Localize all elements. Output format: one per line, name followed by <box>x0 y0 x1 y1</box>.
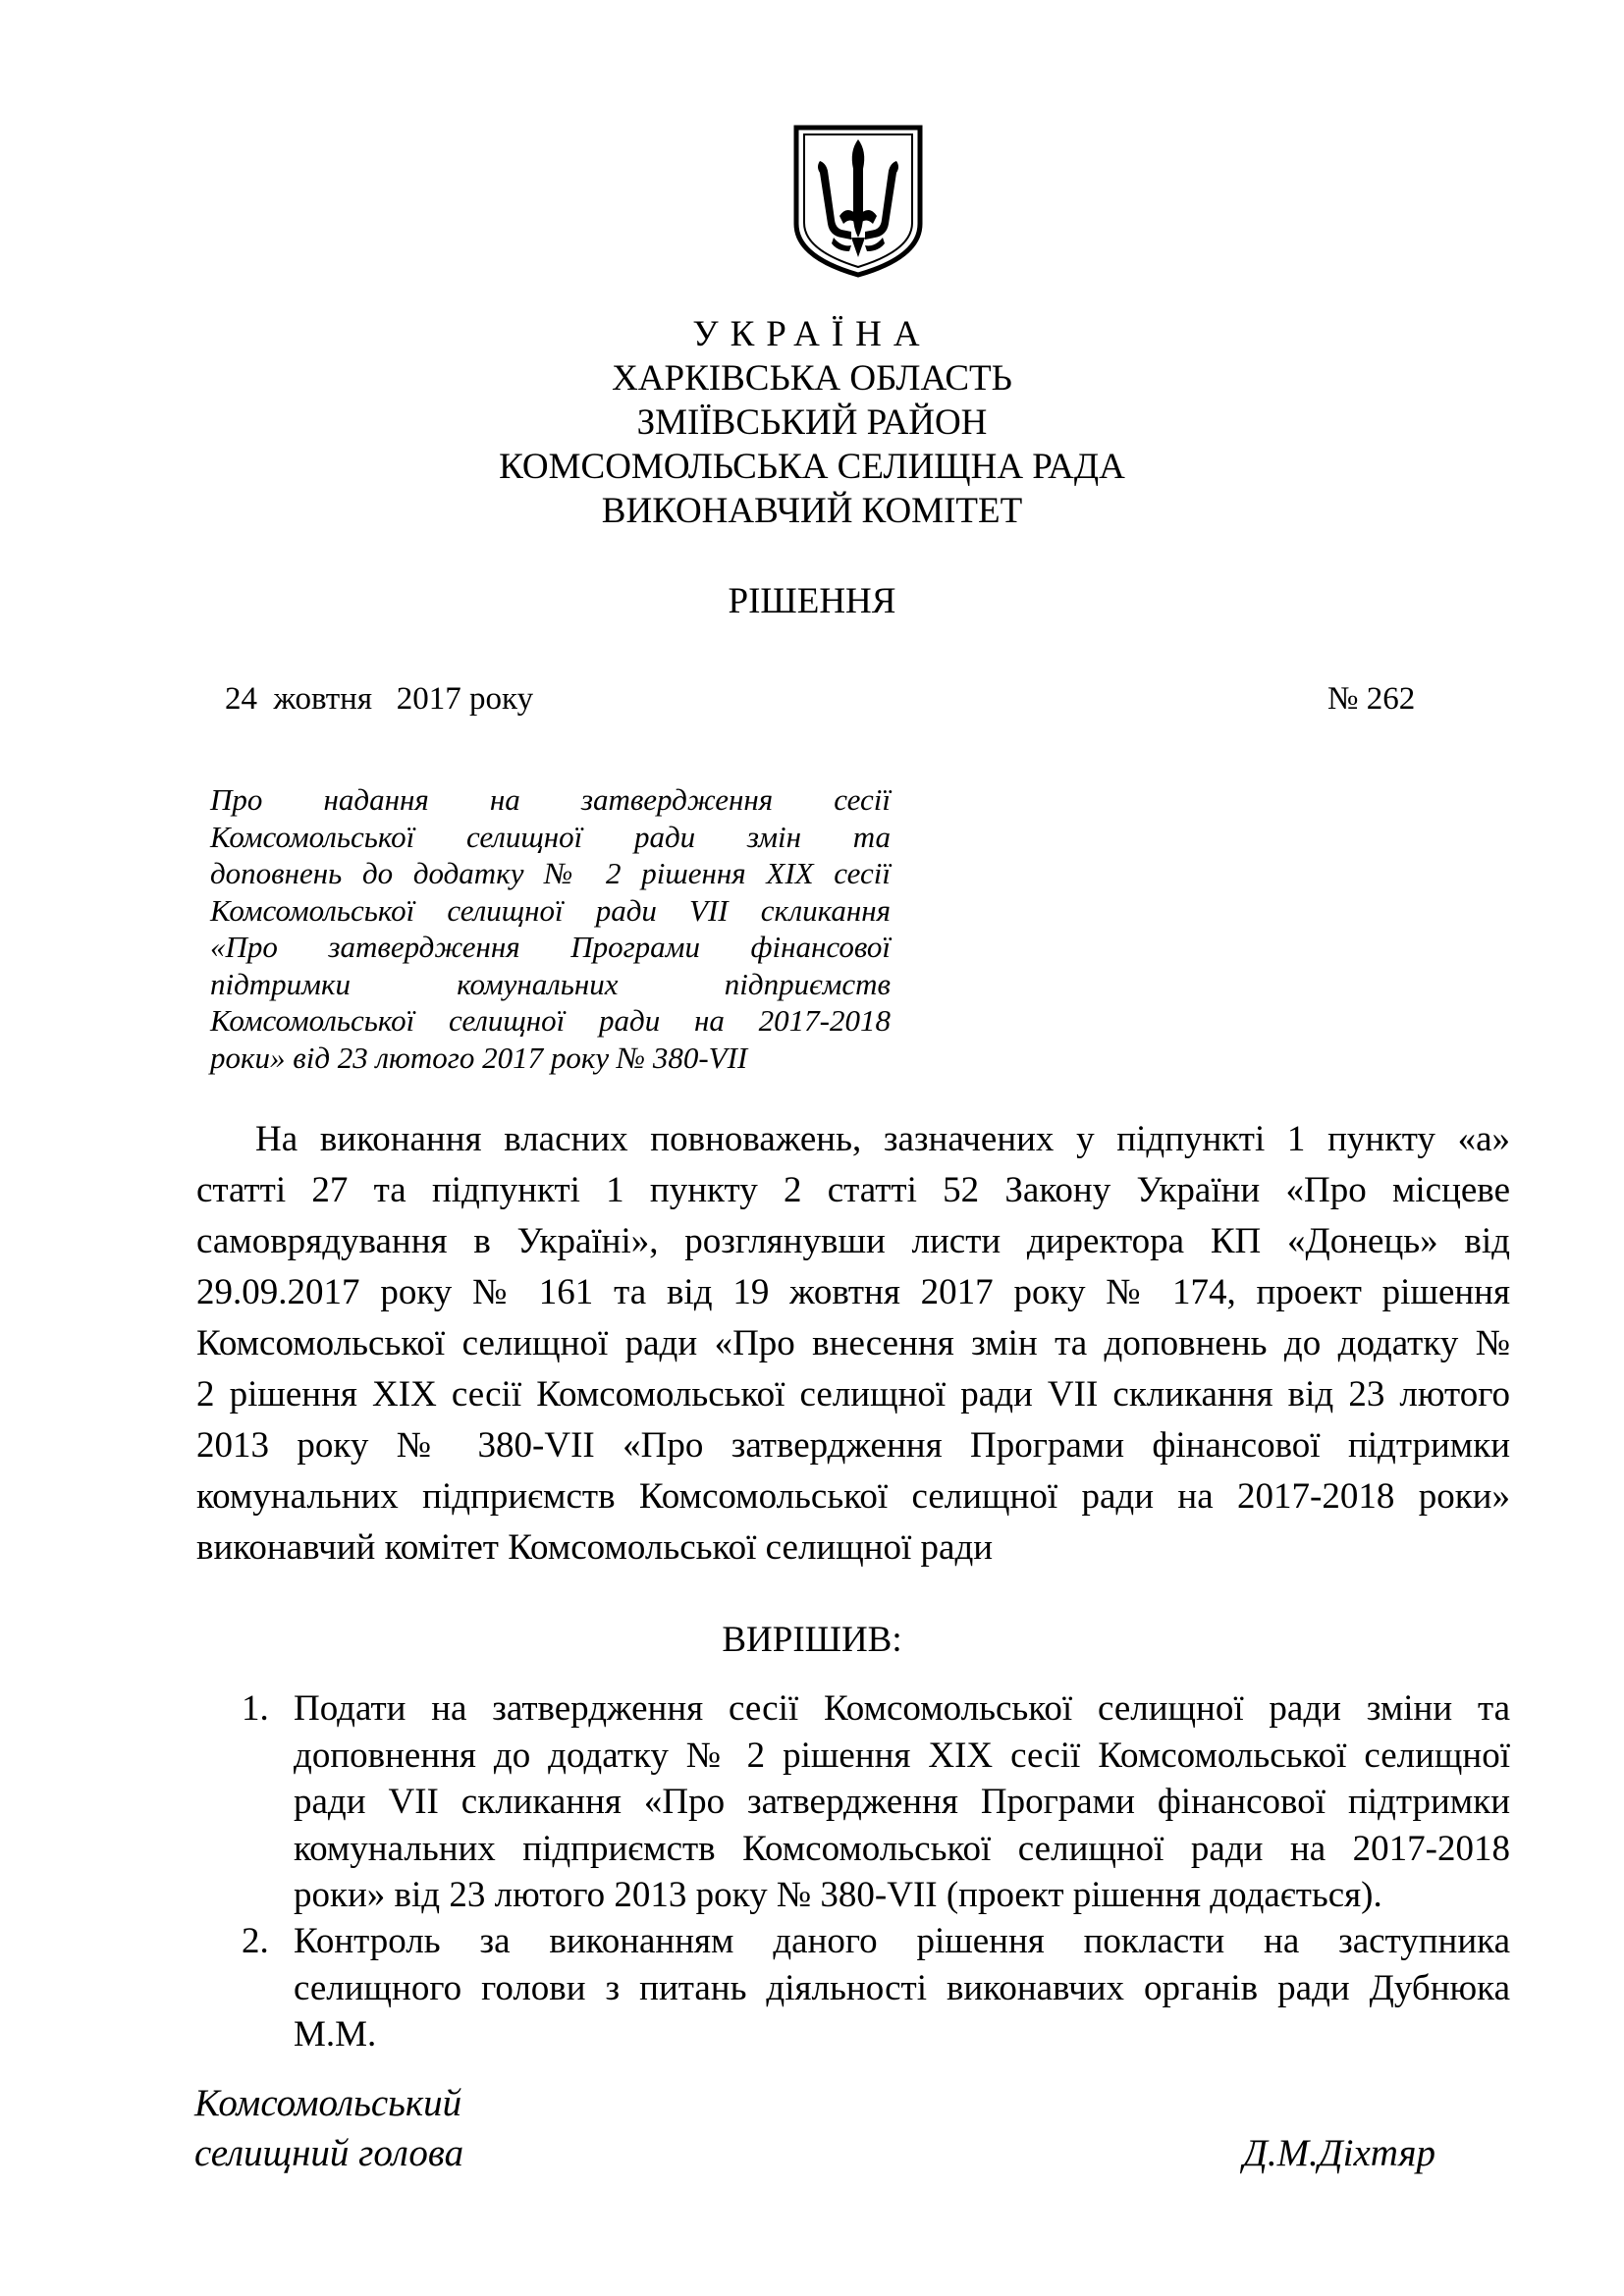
preamble-line: 2 рішення ХІХ сесії Комсомольської селищної ради VII скликання від 23 лютого <box>196 1374 1510 1415</box>
header-council: КОМСОМОЛЬСЬКА СЕЛИЩНА РАДА <box>499 447 1125 487</box>
preamble-line: 29.09.2017 року № 161 та від 19 жовтня 2017 року № 174, проект рішення <box>196 1272 1510 1312</box>
subject-line: Комсомольської селищної ради VII скликання <box>210 892 891 928</box>
subject-line: Комсомольської селищної ради на 2017-2018 <box>210 1003 891 1038</box>
signatory-title <box>194 2078 463 2178</box>
decision-subject <box>210 781 891 1076</box>
subject-line: роки» від 23 лютого 2017 року № 380-VII <box>210 1040 748 1075</box>
subject-line: доповнень до додатку № 2 рішення ХІХ сесії <box>210 856 891 890</box>
header-committee: ВИКОНАВЧИЙ КОМІТЕТ <box>601 491 1023 531</box>
coat-of-arms-trident-icon <box>790 122 926 279</box>
preamble-line: статті 27 та підпункті 1 пункту 2 статті 52 Закону України «Про місцеве <box>196 1170 1510 1210</box>
item-line: Контроль за виконанням даного рішення покласти на заступника <box>294 1921 1510 1961</box>
item-line: доповнення до додатку № 2 рішення ХІХ сесії Комсомольської селищної <box>294 1735 1510 1776</box>
preamble-line: 2013 року № 380-VII «Про затвердження Програми фінансової підтримки <box>196 1425 1510 1466</box>
item-line: комунальних підприємств Комсомольської селищної ради на 2017-2018 <box>294 1828 1510 1869</box>
subject-line: «Про затвердження Програми фінансової <box>210 930 891 964</box>
signatory-title-line: Комсомольський <box>194 2082 462 2124</box>
item-line: роки» від 23 лютого 2013 року № 380-VII (проект рішення додається). <box>294 1875 1382 1915</box>
subject-line: Про надання на затвердження сесії <box>210 782 891 817</box>
decision-title: РІШЕННЯ <box>728 581 896 621</box>
subject-line: підтримки комунальних підприємств <box>210 966 891 1001</box>
decision-number: № 262 <box>1327 681 1416 717</box>
preamble-paragraph <box>196 1114 1510 1574</box>
header-country: УКРАЇНА <box>692 314 932 354</box>
preamble-line: На виконання власних повноважень, зазначених у підпункті 1 пункту «а» <box>255 1119 1510 1159</box>
preamble-line: виконавчий комітет Комсомольської селищної ради <box>196 1527 994 1568</box>
item-number: 2. <box>242 1921 269 1961</box>
preamble-line: Комсомольської селищної ради «Про внесення змін та доповнень до додатку № <box>196 1323 1510 1363</box>
item-line: М.М. <box>294 2014 377 2055</box>
document-header <box>0 312 1624 533</box>
preamble-line: самоврядування в Україні», розглянувши листи директора КП «Донець» від <box>196 1221 1510 1261</box>
item-number: 1. <box>242 1688 269 1729</box>
resolved-heading: ВИРІШИВ: <box>722 1620 902 1660</box>
decision-date: 24 жовтня 2017 року <box>225 681 534 717</box>
item-text <box>294 1685 1510 1919</box>
header-district: ЗМІЇВСЬКИЙ РАЙОН <box>636 402 988 443</box>
item-text <box>294 1918 1510 2058</box>
item-line: селищного голови з питань діяльності виконавчих органів ради Дубнюка <box>294 1967 1510 2008</box>
item-line: ради VII скликання «Про затвердження Програми фінансової підтримки <box>294 1782 1510 1822</box>
subject-line: Комсомольської селищної ради змін та <box>210 819 891 854</box>
signatory-name: Д.М.Діхтяр <box>1243 2132 1436 2174</box>
signatory-title-line: селищний голова <box>194 2132 464 2174</box>
preamble-line: комунальних підприємств Комсомольської селищної ради на 2017-2018 роки» <box>196 1476 1510 1517</box>
header-region: ХАРКІВСЬКА ОБЛАСТЬ <box>612 358 1012 399</box>
item-line: Подати на затвердження сесії Комсомольської селищної ради зміни та <box>294 1688 1510 1729</box>
